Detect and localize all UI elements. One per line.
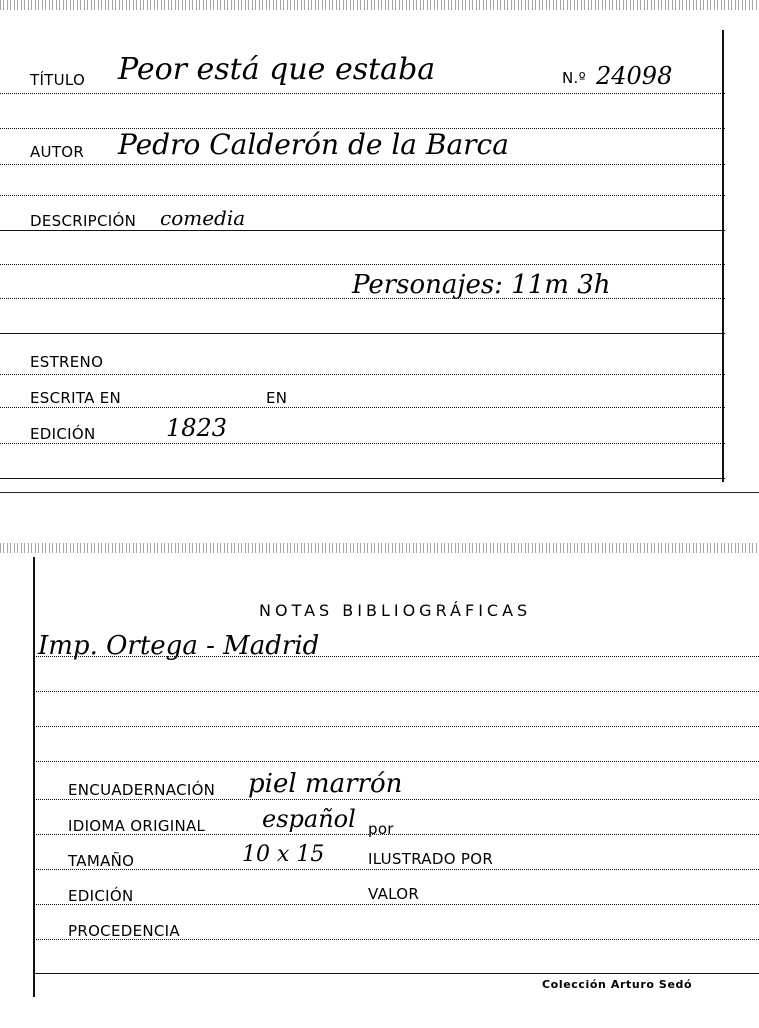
personajes-value: Personajes: 11m 3h [352,270,611,300]
en-label: EN [266,389,288,407]
rule-line [0,264,725,265]
descripcion-value: comedia [160,206,246,230]
ilustrado-label: ILUSTRADO POR [368,850,494,868]
escrita-en-label: ESCRITA EN [30,389,122,407]
top-edge-speckle [0,0,759,10]
valor-label: VALOR [368,885,420,903]
numero-label: N.º [562,69,586,87]
idioma-value: español [262,805,356,833]
rule-line [0,230,725,231]
edicion-label: EDICIÓN [68,887,134,905]
por-label: por [368,820,394,838]
estreno-label: ESTRENO [30,353,104,371]
descripcion-label: DESCRIPCIÓN [30,212,137,230]
titulo-label: TÍTULO [30,71,86,89]
rule-line [0,407,725,408]
rule-line [33,973,759,974]
encuadernacion-label: ENCUADERNACIÓN [68,781,216,799]
edicion-label: EDICIÓN [30,425,96,443]
tamano-label: TAMAÑO [68,852,135,870]
rule-line [33,869,759,870]
idioma-label: IDIOMA ORIGINAL [68,817,206,835]
notas-value: Imp. Ortega - Madrid [38,631,320,661]
rule-line [0,478,725,479]
rule-line [0,333,725,334]
autor-label: AUTOR [30,143,85,161]
top-index-card [0,0,759,493]
rule-line [0,195,725,196]
bottom-index-card [0,543,759,1028]
edicion-value: 1823 [166,414,228,442]
top-edge-speckle [0,543,759,553]
rule-line [33,799,759,800]
rule-line [33,904,759,905]
numero-value: 24098 [596,62,673,90]
left-margin-rule [33,557,35,997]
collection-footer: Colección Arturo Sedó [542,978,693,991]
autor-value: Pedro Calderón de la Barca [118,128,509,161]
rule-line [0,164,725,165]
rule-line [0,374,725,375]
right-margin-rule [722,30,724,482]
rule-line [0,443,725,444]
rule-line [33,761,759,762]
rule-line [0,93,725,94]
procedencia-label: PROCEDENCIA [68,922,180,940]
tamano-value: 10 x 15 [242,842,325,867]
rule-line [33,726,759,727]
notas-header: NOTAS BIBLIOGRÁFICAS [259,601,532,620]
titulo-value: Peor está que estaba [118,52,436,87]
encuadernacion-value: piel marrón [248,769,403,799]
rule-line [33,691,759,692]
